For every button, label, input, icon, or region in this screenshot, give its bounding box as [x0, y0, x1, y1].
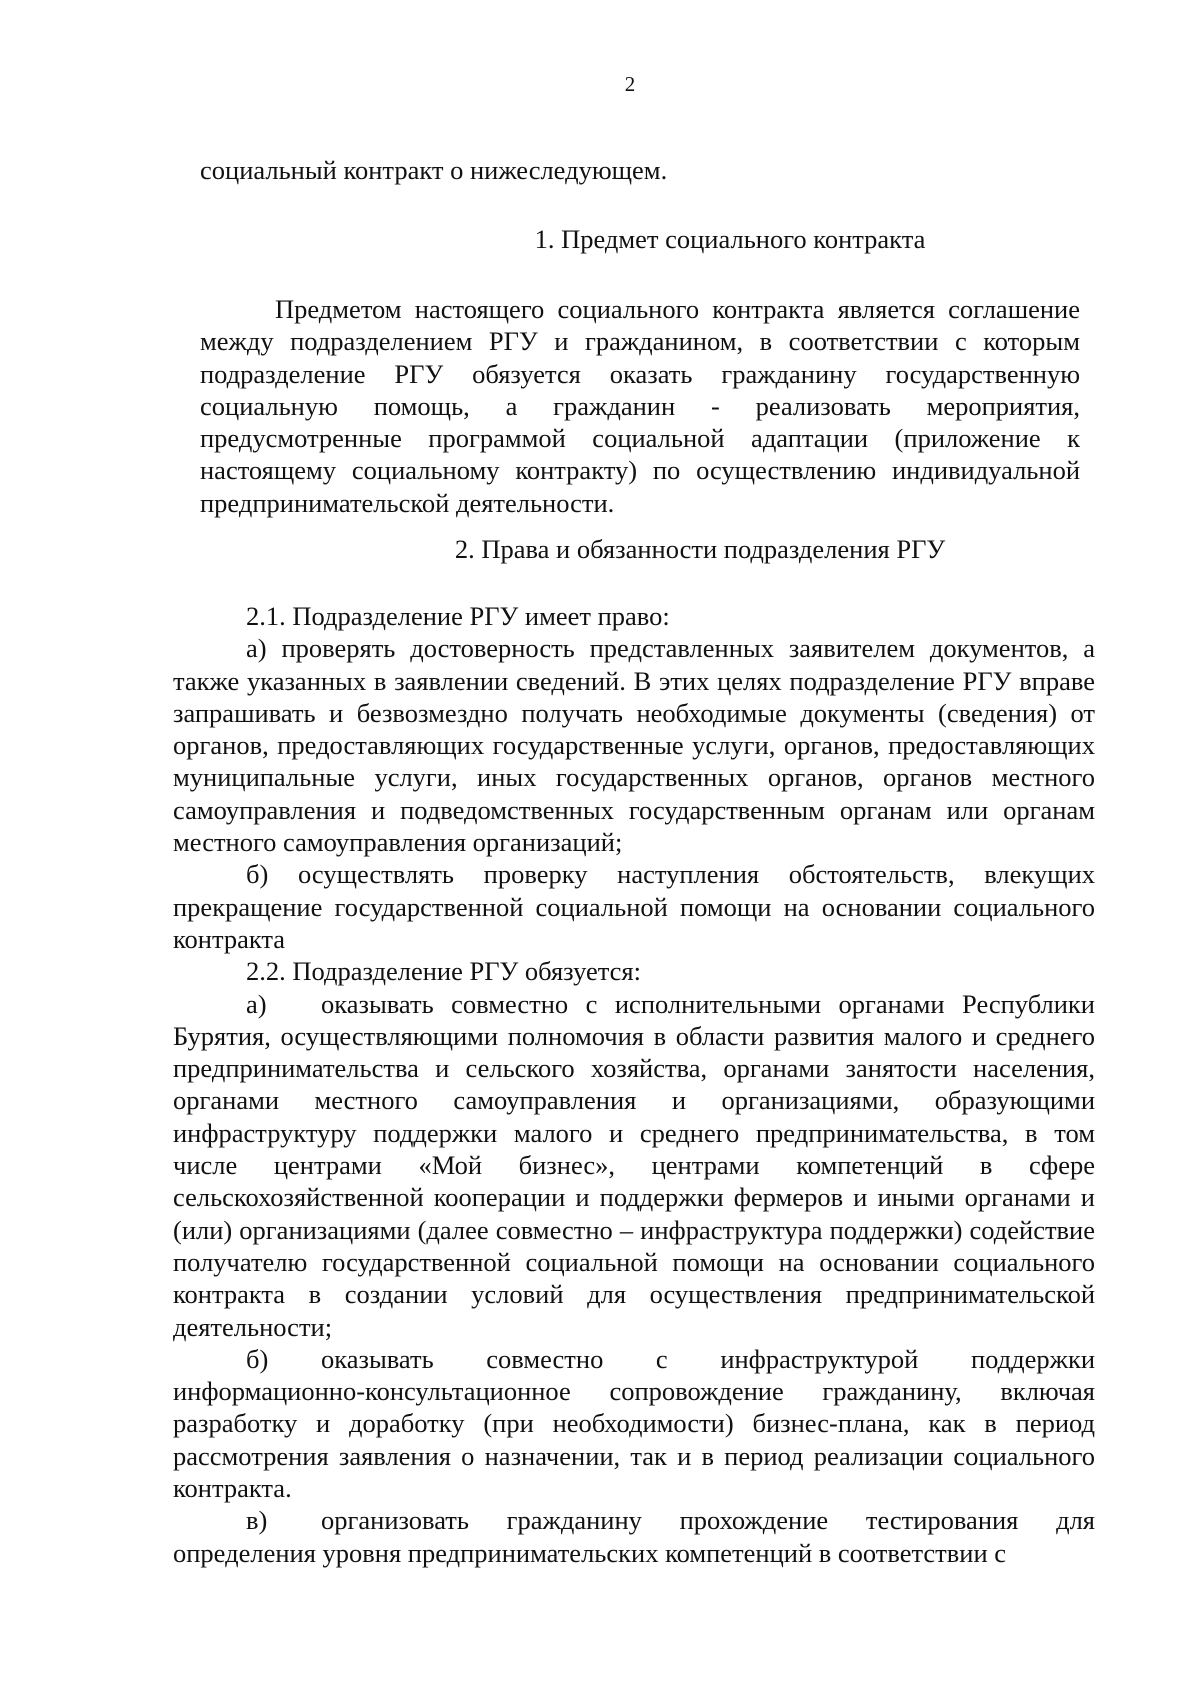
- clause-text: оказывать совместно с инфраструктурой поддержки информационно-консультационное сопровождение гражданину, включая разработку и доработку (при необходимости) бизнес-плана, как в период рассмотрения заявления о назначении, так и в период реализации социального контракта.: [173, 1343, 1095, 1504]
- clause-2-2: 2.2. Подразделение РГУ обязуется:: [246, 956, 641, 987]
- clause-2-2-b: [173, 1343, 1095, 1504]
- page-number: 2: [624, 72, 636, 96]
- clause-2-2-a: [173, 988, 1095, 1343]
- section-2-body: [173, 600, 1095, 1569]
- clause-letter: б): [246, 1343, 269, 1374]
- section-1-text: Предметом настоящего социального контракта является соглашение между подразделением РГУ и гражданином, в соответствии с которым подразделение РГУ обязуется оказать гражданину государственную социальную помощь, а гражданин - реализовать мероприятия, предусмотренные программой социальной адаптации (приложение к настоящему социальному контракту) по осуществлению индивидуальной предпринимательской деятельности.: [200, 294, 1080, 518]
- section-2-heading: 2. Права и обязанности подразделения РГУ: [454, 534, 946, 564]
- clause-text: организовать гражданину прохождение тестирования для определения уровня предпринимательских компетенций в соответствии с: [173, 1505, 1095, 1568]
- intro-text: социальный контракт о нижеследующем.: [200, 155, 668, 185]
- clause-letter: а): [246, 988, 267, 1019]
- clause-2-1-a: а) проверять достоверность представленных заявителем документов, а также указанных в заявлении сведений. В этих целях подразделение РГУ вправе запрашивать и безвозмездно получать необходимые документы (сведения) от органов, предоставляющих государственные услуги, органов, предоставляющих муниципальные услуги, иных государственных органов, органов местного самоуправления и подведомственных государственным органам или органам местного самоуправления организаций;: [173, 633, 1095, 858]
- clause-text: оказывать совместно с исполнительными органами Республики Бурятия, осуществляющими полномочия в области развития малого и среднего предпринимательства и сельского хозяйства, органами занятости населения, органами местного самоуправления и организациями, образующими инфраструктуру поддержки малого и среднего предпринимательства, в том числе центрами «Мой бизнес», центрами компетенций в сфере сельскохозяйственной кооперации и поддержки фермеров и иными органами и (или) организациями (далее совместно – инфраструктура поддержки) содействие получателю государственной социальной помощи на основании социального контракта в создании условий для осуществления предпринимательской деятельности;: [173, 988, 1095, 1342]
- clause-2-1-b: б) осуществлять проверку наступления обстоятельств, влекущих прекращение государственной социальной помощи на основании социального контракта: [173, 859, 1095, 954]
- clause-letter: в): [246, 1505, 268, 1536]
- clause-2-1: 2.1. Подразделение РГУ имеет право:: [246, 601, 670, 631]
- section-1-heading: 1. Предмет социального контракта: [534, 224, 926, 254]
- clause-2-2-v: [173, 1504, 1095, 1569]
